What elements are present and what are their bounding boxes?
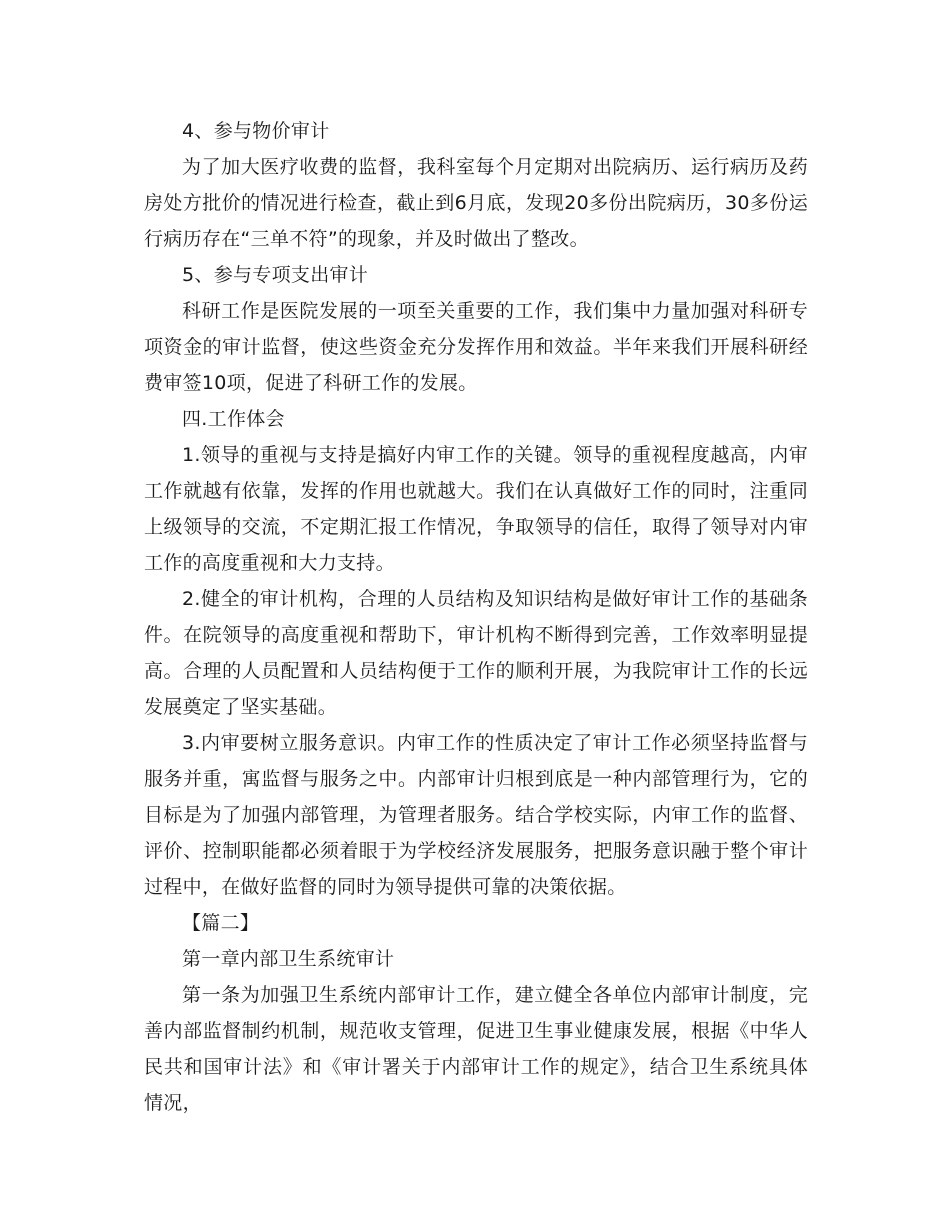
- chapter-heading-chapter-one: 第一章内部卫生系统审计: [182, 948, 395, 970]
- paragraph-experience-2: 2.健全的审计机构，合理的人员结构及知识结构是做好审计工作的基础条件。在院领导的高度重视和帮助下，审计机构不断得到完善，工作效率明显提高。合理的人员配置和人员结构便于工作的顺利开展，为我院审计工作的长远发展奠定了坚实基础。: [144, 588, 808, 718]
- paragraph-experience-1: 1.领导的重视与支持是搞好内审工作的关键。领导的重视程度越高，内审工作就越有依靠，发挥的作用也就越大。我们在认真做好工作的同时，注重同上级领导的交流，不定期汇报工作情况，争取领导的信任，取得了领导对内审工作的高度重视和大力支持。: [144, 444, 808, 574]
- part-heading-part-two: 【篇二】: [182, 912, 260, 934]
- section-heading-price-audit: 4、参与物价审计: [182, 120, 330, 142]
- document-body: [144, 113, 808, 1121]
- paragraph-special-expenditure-audit: 科研工作是医院发展的一项至关重要的工作，我们集中力量加强对科研专项资金的审计监督，使这些资金充分发挥作用和效益。半年来我们开展科研经费审签10项，促进了科研工作的发展。: [144, 300, 808, 394]
- paragraph-price-audit: 为了加大医疗收费的监督，我科室每个月定期对出院病历、运行病历及药房处方批价的情况进行检查，截止到6月底，发现20多份出院病历，30多份运行病历存在“三单不符”的现象，并及时做出了整改。: [144, 156, 808, 250]
- section-heading-work-experience: 四.工作体会: [182, 408, 285, 430]
- section-heading-special-expenditure-audit: 5、参与专项支出审计: [182, 264, 369, 286]
- paragraph-article-one: 第一条为加强卫生系统内部审计工作，建立健全各单位内部审计制度，完善内部监督制约机制，规范收支管理，促进卫生事业健康发展，根据《中华人民共和国审计法》和《审计署关于内部审计工作的规定》，结合卫生系统具体情况，: [144, 984, 808, 1114]
- paragraph-experience-3: 3.内审要树立服务意识。内审工作的性质决定了审计工作必须坚持监督与服务并重，寓监督与服务之中。内部审计归根到底是一种内部管理行为，它的目标是为了加强内部管理，为管理者服务。结合学校实际，内审工作的监督、评价、控制职能都必须着眼于为学校经济发展服务，把服务意识融于整个审计过程中，在做好监督的同时为领导提供可靠的决策依据。: [144, 732, 808, 898]
